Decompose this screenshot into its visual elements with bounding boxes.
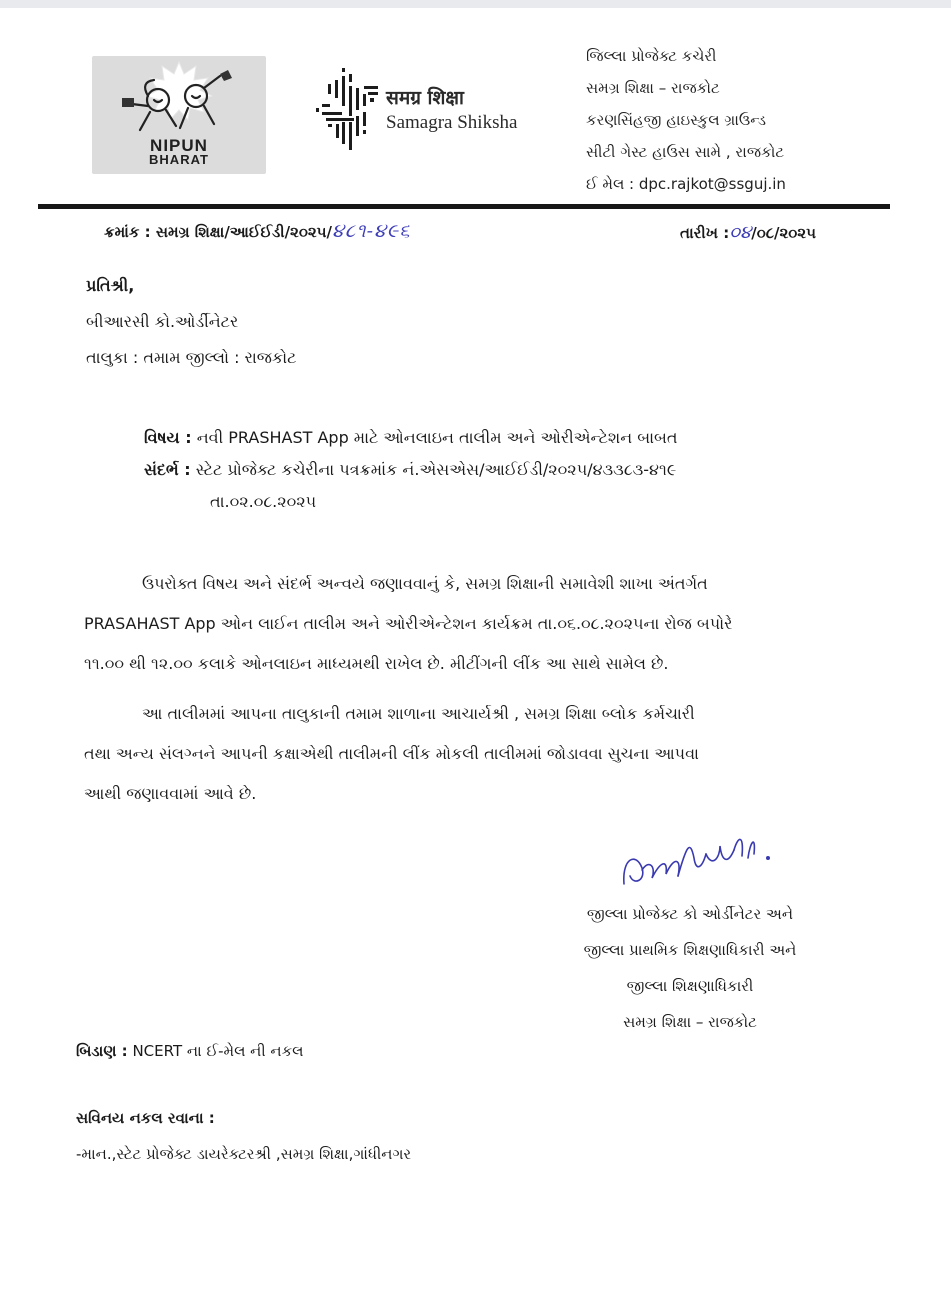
subject-line: [144, 422, 677, 454]
samagra-english-name: Samagra Shiksha: [386, 112, 518, 133]
body-line: ૧૧.૦૦ થી ૧૨.૦૦ કલાકે ઓનલાઇન માધ્યમથી રાખેલ છે. મીટીંગની લીંક આ સાથે સામેલ છે.: [84, 654, 669, 673]
date-handwritten-day: ૦૪: [729, 222, 752, 243]
ref-label: સંદર્ભ :: [144, 460, 191, 479]
recipient-salutation: પ્રતિશ્રી,: [86, 276, 135, 295]
address-line: સીટી ગેસ્ટ હાઉસ સામે , રાજકોટ: [586, 143, 785, 161]
handwritten-signature: [616, 828, 786, 898]
copy-to-block: [76, 1100, 411, 1172]
enclosure-line: [76, 1042, 304, 1060]
body-line: તથા અન્ય સંલગ્નને આપની કક્ષાએથી તાલીમની લીંક મોકલી તાલીમમાં જોડાવવા સુચના આપવા: [84, 744, 699, 763]
signatory-block: [520, 896, 860, 1040]
body-line: આથી જણાવવામાં આવે છે.: [84, 784, 257, 803]
header-divider: [38, 204, 890, 209]
signatory-line: જીલ્લા શિક્ષણાધિકારી: [626, 977, 754, 995]
body-line: ઉપરોક્ત વિષય અને સંદર્ભ અન્વયે જણાવવાનું કે, સમગ્ર શિક્ષાની સમાવેશી શાખા અંતર્ગત: [142, 574, 708, 593]
samagra-hindi-name: समग्र शिक्षा: [386, 87, 464, 109]
address-line: જિલ્લા પ્રોજેક્ટ કચેરી: [586, 47, 717, 65]
recipient-designation: બીઆરસી કો.ઓર્ડીનેટર: [86, 312, 239, 331]
signatory-line: જીલ્લા પ્રાથમિક શિક્ષણાધિકારી અને: [583, 941, 797, 959]
reference-prefix: ક્રમાંક : સમગ્ર શિક્ષા/આઈઈડી/૨૦૨૫/: [104, 223, 333, 241]
address-line: કરણસિંહજી હાઇસ્કુલ ગ્રાઉન્ડ: [586, 111, 767, 129]
nipun-bharat-logo: [92, 56, 266, 174]
copy-to-heading: સવિનય નકલ રવાના :: [76, 1109, 215, 1127]
samagra-shiksha-icon: [316, 66, 406, 156]
address-email: ઈ મેલ : dpc.rajkot@ssguj.in: [586, 175, 786, 193]
ref-date: તા.૦૨.૦૮.૨૦૨૫: [210, 492, 317, 511]
letter-date: [680, 222, 816, 243]
date-rest: /૦૮/૨૦૨૫: [751, 224, 816, 242]
enclosure-text: NCERT ના ઈ-મેલ ની નકલ: [132, 1042, 304, 1060]
subject-text: નવી PRASHAST App માટે ઓનલાઇન તાલીમ અને ઓરીએન્ટેશન બાબત: [196, 428, 678, 447]
reference-handwritten-number: ૪૮૧-૪૯૬: [332, 220, 411, 242]
body-line: PRASAHAST App ઓન લાઈન તાલીમ અને ઓરીએન્ટેશન કાર્યક્રમ તા.૦૬.૦૮.૨૦૨૫ના રોજ બપોરે: [84, 614, 733, 633]
subject-label: વિષય :: [144, 428, 192, 447]
reference-line: [144, 454, 677, 486]
subject-block: [144, 422, 677, 518]
recipient-block: [86, 268, 297, 376]
signatory-line: જીલ્લા પ્રોજેક્ટ કો ઓર્ડીનેટર અને: [586, 905, 794, 923]
nipun-logo-line1: NIPUN: [150, 136, 208, 155]
date-label: તારીખ :: [680, 224, 730, 242]
top-band: [0, 0, 951, 8]
office-address: [586, 40, 786, 200]
body-paragraph-2: [84, 694, 884, 814]
reference-number: [104, 220, 411, 242]
address-line: સમગ્ર શિક્ષા – રાજકોટ: [586, 79, 720, 97]
nipun-logo-line2: BHARAT: [149, 152, 209, 167]
enclosure-label: બિડાણ :: [76, 1042, 128, 1060]
copy-to-line: -માન.,સ્ટેટ પ્રોજેક્ટ ડાયરેક્ટરશ્રી ,સમગ્ર શિક્ષા,ગાંધીનગર: [76, 1145, 412, 1163]
recipient-location: તાલુકા : તમામ જીલ્લો : રાજકોટ: [86, 348, 297, 367]
signatory-line: સમગ્ર શિક્ષા – રાજકોટ: [623, 1013, 757, 1031]
body-line: આ તાલીમમાં આપના તાલુકાની તમામ શાળાના આચાર્યશ્રી , સમગ્ર શિક્ષા બ્લોક કર્મચારી: [142, 704, 695, 723]
ref-text: સ્ટેટ પ્રોજેક્ટ કચેરીના પત્રક્રમાંક નં.એસએસ/આઈઈડી/૨૦૨૫/૪૩૩૮૩-૪૧૯: [195, 460, 677, 479]
body-paragraph-1: [84, 564, 884, 684]
